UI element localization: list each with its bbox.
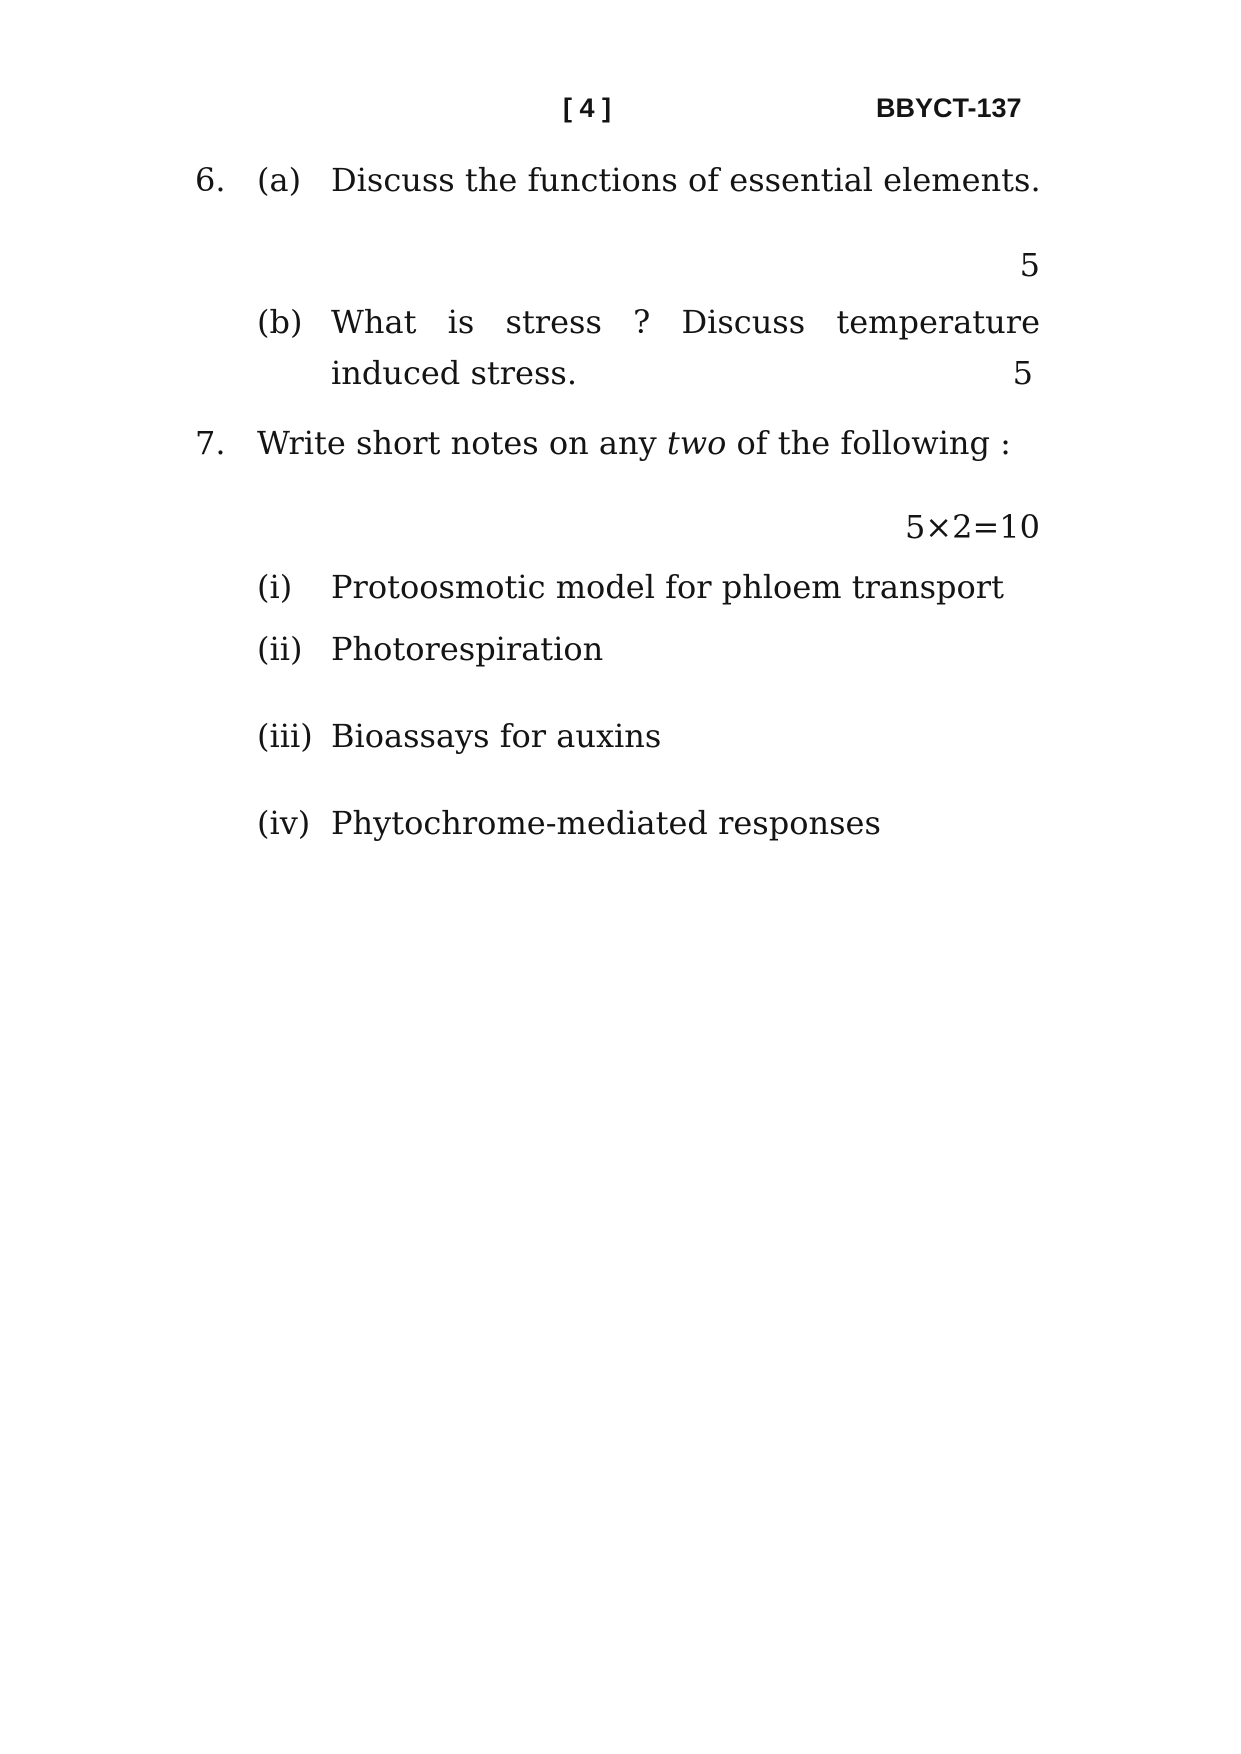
question-number: 6. [195,161,226,199]
item-text-ii: Photorespiration [331,630,604,668]
part-b-text-line1: What is stress ? Discuss temperature [331,303,1040,341]
question-7-intro [257,423,1011,463]
item-text-iii: Bioassays for auxins [331,717,662,755]
page-number: [ 4 ] [563,93,612,123]
item-label-iv: (iv) [257,804,311,842]
part-label-b: (b) [257,303,303,341]
item-label-iii: (iii) [257,717,313,755]
question-7-marks: 5×2=10 [904,508,1040,546]
item-text-iv: Phytochrome-mediated responses [331,804,881,842]
part-a-text: Discuss the functions of essential elements. [331,161,1041,199]
item-label-i: (i) [257,568,293,606]
part-b-marks: 5 [1012,354,1033,392]
intro-text-after: of the following : [726,424,1011,462]
intro-emphasis: two [666,424,727,462]
intro-text-before: Write short notes on any [257,424,667,462]
item-label-ii: (ii) [257,630,303,668]
part-b-text-line2: induced stress. [331,354,577,392]
item-text-i: Protoosmotic model for phloem transport [331,568,1004,606]
part-a-marks: 5 [1019,246,1040,284]
part-label-a: (a) [257,161,302,199]
question-number: 7. [195,424,226,462]
course-code: BBYCT-137 [876,93,1022,123]
